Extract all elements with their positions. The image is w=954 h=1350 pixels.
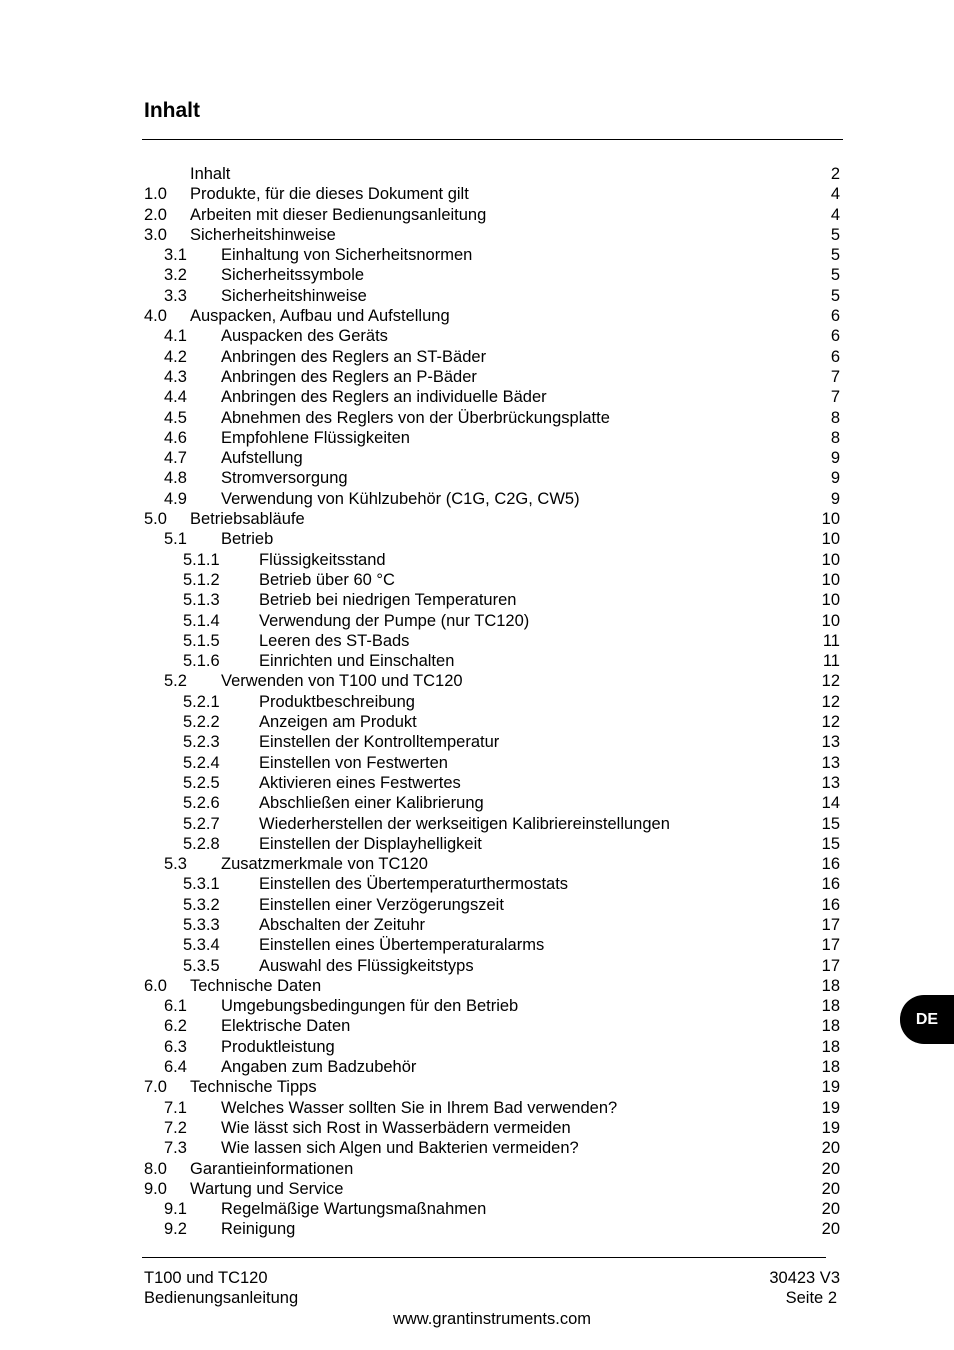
toc-entry-number: 5.2.2 [183,713,220,732]
toc-entry-title: Betrieb über 60 °C [259,570,395,589]
toc-entry-number: 4.0 [144,307,167,326]
toc-entry-title: Verwendung der Pumpe (nur TC120) [259,611,530,630]
toc-entry-title: Auspacken, Aufbau und Aufstellung [190,307,450,326]
toc-entry[interactable] [144,1057,840,1077]
toc-entry-title: Anbringen des Reglers an P-Bäder [221,367,477,386]
toc-entry[interactable] [144,651,840,671]
toc-entry-page: 19 [821,1098,840,1117]
toc-entry-title: Produktleistung [221,1037,335,1056]
toc-entry-page: 10 [821,510,840,529]
toc-entry[interactable] [144,306,840,326]
toc-entry-number: 7.0 [144,1078,167,1097]
toc-entry-page: 4 [830,205,840,224]
toc-entry-page: 17 [821,915,840,934]
toc-entry-number: 5.3.1 [183,875,220,894]
toc-entry[interactable] [144,408,840,428]
toc-entry-number: 5.2 [164,672,187,691]
toc-entry[interactable] [144,509,840,529]
toc-entry-page: 18 [821,997,840,1016]
toc-entry-page: 18 [821,976,840,995]
toc-entry-page: 12 [821,692,840,711]
toc-entry-page: 8 [830,408,840,427]
footer-doc-type: Bedienungsanleitung [144,1289,299,1307]
toc-entry-number: 5.2.7 [183,814,220,833]
toc-entry-number: 5.1.3 [183,591,220,610]
toc-entry[interactable] [144,834,840,854]
toc-entry-number: 3.3 [164,286,187,305]
toc-entry-page: 5 [830,286,840,305]
toc-entry-page: 4 [830,185,840,204]
toc-entry-title: Anbringen des Reglers an ST-Bäder [221,347,487,366]
toc-entry[interactable] [144,590,840,610]
toc-entry[interactable] [144,1179,840,1199]
toc-entry-page: 14 [821,794,840,813]
toc-entry-page: 17 [821,956,840,975]
toc-entry-title: Wiederherstellen der werkseitigen Kalibriereinstellungen [259,814,670,833]
toc-entry-page: 17 [821,936,840,955]
toc-entry-title: Stromversorgung [221,469,348,488]
toc-entry-title: Reinigung [221,1220,296,1239]
toc-entry[interactable] [144,367,840,387]
toc-entry-page: 18 [821,1058,840,1077]
toc-entry-title: Produktbeschreibung [259,692,415,711]
toc-entry-number: 4.4 [164,388,187,407]
toc-entry[interactable] [144,793,840,813]
toc-entry[interactable] [144,692,840,712]
toc-entry-number: 4.9 [164,489,187,508]
toc-entry-page: 19 [821,1078,840,1097]
toc-entry-page: 13 [821,733,840,752]
toc-entry-number: 6.0 [144,976,167,995]
toc-entry[interactable] [144,874,840,894]
toc-entry-page: 6 [830,307,840,326]
toc-entry-page: 10 [821,530,840,549]
toc-entry-page: 5 [830,225,840,244]
toc-entry[interactable] [144,773,840,793]
toc-entry-number: 5.3 [164,855,187,874]
toc-entry[interactable] [144,265,840,285]
toc-entry-number: 1.0 [144,185,167,204]
toc-entry-page: 10 [821,611,840,630]
toc-entry-page: 16 [821,895,840,914]
toc-entry-page: 12 [821,713,840,732]
toc-entry-title: Einstellen des Übertemperaturthermostats [259,875,569,894]
toc-entry[interactable] [144,1037,840,1057]
toc-entry[interactable] [144,529,840,549]
toc-entry-page: 20 [821,1139,840,1158]
toc-entry-title: Produkte, für die dieses Dokument gilt [190,185,469,204]
toc-entry-page: 20 [821,1200,840,1219]
toc-entry-number: 2.0 [144,205,167,224]
toc-entry-title: Einstellen eines Übertemperaturalarms [259,936,545,955]
toc-entry-number: 9.2 [164,1220,187,1239]
toc-entry-page: 9 [830,469,840,488]
toc-entry-title: Empfohlene Flüssigkeiten [221,428,410,447]
toc-entry[interactable] [144,956,840,976]
toc-entry-page: 20 [821,1220,840,1239]
toc-entry-title: Wie lassen sich Algen und Bakterien vermeiden? [221,1139,579,1158]
toc-entry[interactable] [144,184,840,204]
toc-entry-number: 3.1 [164,246,187,265]
toc-entry-number: 5.0 [144,510,167,529]
toc-entry-title: Auswahl des Flüssigkeitstyps [259,956,474,975]
toc-entry-page: 11 [822,652,840,671]
footer-divider [142,1257,826,1258]
toc-entry[interactable] [144,428,840,448]
toc-entry-number: 5.3.3 [183,915,220,934]
toc-entry-number: 5.2.1 [183,692,220,711]
top-divider [142,139,843,140]
toc-entry-number: 4.2 [164,347,187,366]
toc-entry-number: 8.0 [144,1159,167,1178]
toc-entry[interactable] [144,976,840,996]
toc-entry-page: 19 [821,1118,840,1137]
toc-entry[interactable] [144,489,840,509]
toc-entry[interactable] [144,1219,840,1239]
toc-entry-number: 5.2.5 [183,773,220,792]
toc-entry-title: Betriebsabläufe [190,510,305,529]
toc-entry[interactable] [144,631,840,651]
toc-entry[interactable] [144,935,840,955]
toc-entry[interactable] [144,387,840,407]
toc-entry-page: 7 [830,367,840,386]
toc-entry-number: 3.2 [164,266,187,285]
toc-entry-page: 18 [821,1017,840,1036]
toc-entry-page: 2 [830,165,840,183]
toc-entry-page: 16 [821,855,840,874]
toc-entry-number: 4.7 [164,449,187,468]
toc-entry-title: Verwenden von T100 und TC120 [221,672,463,691]
toc-entry-number: 9.0 [144,1179,167,1198]
toc-entry-title: Einrichten und Einschalten [259,652,455,671]
toc-entry-title: Arbeiten mit dieser Bedienungsanleitung [190,205,487,224]
toc-entry[interactable] [144,550,840,570]
toc-entry-page: 7 [830,388,840,407]
toc-entry-title: Betrieb bei niedrigen Temperaturen [259,591,517,610]
toc-entry-page: 11 [822,631,840,650]
toc-entry-title: Angaben zum Badzubehör [221,1058,417,1077]
toc-entry-title: Einhaltung von Sicherheitsnormen [221,246,473,265]
toc-entry[interactable] [144,753,840,773]
toc-entry-number: 5.3.5 [183,956,220,975]
toc-entry-page: 20 [821,1159,840,1178]
toc-entry-number: 5.2.8 [183,834,220,853]
toc-entry-page: 6 [830,347,840,366]
toc-entry-title: Inhalt [190,165,231,183]
toc-entry-number: 7.3 [164,1139,187,1158]
toc-entry-number: 5.2.3 [183,733,220,752]
toc-entry-number: 4.3 [164,367,187,386]
footer-doc-number: 30423 V3 [769,1269,840,1287]
toc-entry-title: Elektrische Daten [221,1017,351,1036]
toc-entry-title: Betrieb [221,530,274,549]
toc-entry[interactable] [144,1118,840,1138]
toc-entry-number: 5.3.2 [183,895,220,914]
toc-entry-title: Einstellen der Kontrolltemperatur [259,733,500,752]
toc-entry[interactable] [144,611,840,631]
toc-entry-title: Technische Daten [190,976,322,995]
toc-entry-number: 5.2.4 [183,753,220,772]
toc-entry[interactable] [144,1138,840,1158]
toc-entry-number: 4.6 [164,428,187,447]
toc-entry-page: 10 [821,591,840,610]
toc-entry-page: 16 [821,875,840,894]
toc-entry-number: 5.1.5 [183,631,220,650]
toc-entry-title: Aktivieren eines Festwertes [259,773,461,792]
toc-entry[interactable] [144,286,840,306]
toc-entry[interactable] [144,205,840,225]
footer-website: www.grantinstruments.com [392,1310,592,1328]
toc-entry-title: Flüssigkeitsstand [259,550,386,569]
toc-entry[interactable] [144,225,840,245]
toc-entry-page: 9 [830,449,840,468]
toc-entry[interactable] [144,671,840,691]
toc-entry-title: Abnehmen des Reglers von der Überbrückungsplatte [221,408,610,427]
toc-entry[interactable] [144,915,840,935]
toc-entry-title: Sicherheitshinweise [221,286,367,305]
toc-entry[interactable] [144,1098,840,1118]
toc-entry-title: Einstellen der Displayhelligkeit [259,834,482,853]
toc-entry-number: 5.1.6 [183,652,220,671]
toc-entry-page: 15 [821,814,840,833]
toc-entry[interactable] [144,712,840,732]
toc-entry-number: 6.4 [164,1058,187,1077]
toc-entry[interactable] [144,468,840,488]
toc-entry-title: Welches Wasser sollten Sie in Ihrem Bad verwenden? [221,1098,618,1117]
toc-entry-page: 18 [821,1037,840,1056]
toc-entry-title: Verwendung von Kühlzubehör (C1G, C2G, CW5) [221,489,580,508]
toc-entry-number: 5.1 [164,530,187,549]
toc-entry-number: 5.1.1 [183,550,220,569]
toc-entry-number: 6.1 [164,997,187,1016]
toc-entry-page: 8 [830,428,840,447]
toc-entry-page: 9 [830,489,840,508]
toc-entry-number: 4.5 [164,408,187,427]
toc-entry-number: 4.8 [164,469,187,488]
toc-entry-title: Abschalten der Zeituhr [259,915,426,934]
toc-entry-number: 6.3 [164,1037,187,1056]
table-of-contents [144,164,840,1240]
toc-entry-title: Wie lässt sich Rost in Wasserbädern vermeiden [221,1118,571,1137]
toc-entry-number: 5.3.4 [183,936,220,955]
toc-entry-title: Sicherheitssymbole [221,266,365,285]
toc-entry-title: Aufstellung [221,449,303,468]
toc-entry-page: 10 [821,570,840,589]
toc-entry-title: Einstellen von Festwerten [259,753,448,772]
language-tab-label: DE [915,1010,939,1028]
toc-entry-number: 5.2.6 [183,794,220,813]
toc-entry-page: 13 [821,773,840,792]
toc-entry[interactable] [144,448,840,468]
toc-entry-title: Zusatzmerkmale von TC120 [221,855,428,874]
toc-entry-title: Technische Tipps [190,1078,317,1097]
toc-entry[interactable] [144,854,840,874]
toc-entry-number: 4.1 [164,327,187,346]
footer-page-label: Seite 2 [785,1289,837,1307]
toc-entry-title: Einstellen einer Verzögerungszeit [259,895,504,914]
toc-entry-page: 5 [830,266,840,285]
toc-entry-number: 5.1.4 [183,611,220,630]
toc-entry-title: Garantieinformationen [190,1159,354,1178]
toc-entry-title: Regelmäßige Wartungsmaßnahmen [221,1200,487,1219]
toc-entry-title: Leeren des ST-Bads [259,631,410,650]
toc-entry-title: Auspacken des Geräts [221,327,388,346]
toc-entry-page: 12 [821,672,840,691]
footer-product: T100 und TC120 [144,1269,268,1287]
toc-entry[interactable] [144,814,840,834]
toc-entry[interactable] [144,245,840,265]
toc-entry-title: Anbringen des Reglers an individuelle Bäder [221,388,547,407]
toc-entry-number: 3.0 [144,225,167,244]
toc-entry-page: 15 [821,834,840,853]
toc-entry[interactable] [144,895,840,915]
toc-entry-title: Anzeigen am Produkt [259,713,417,732]
toc-entry-page: 6 [830,327,840,346]
toc-entry[interactable] [144,347,840,367]
toc-entry-number: 9.1 [164,1200,187,1219]
toc-entry[interactable] [144,1077,840,1097]
toc-entry-title: Wartung und Service [190,1179,344,1198]
toc-entry[interactable] [144,1199,840,1219]
page-title: Inhalt [144,99,200,122]
toc-entry-title: Sicherheitshinweise [190,225,336,244]
language-tab[interactable] [900,995,954,1044]
toc-entry[interactable] [144,326,840,346]
toc-entry[interactable] [144,164,840,184]
toc-entry-number: 5.1.2 [183,570,220,589]
toc-entry-page: 10 [821,550,840,569]
toc-entry[interactable] [144,732,840,752]
toc-entry-number: 6.2 [164,1017,187,1036]
toc-entry[interactable] [144,1159,840,1179]
toc-entry-page: 13 [821,753,840,772]
toc-entry-page: 20 [821,1179,840,1198]
toc-entry-title: Abschließen einer Kalibrierung [259,794,484,813]
toc-entry[interactable] [144,570,840,590]
toc-entry[interactable] [144,1016,840,1036]
toc-entry-number: 7.2 [164,1118,187,1137]
toc-entry-title: Umgebungsbedingungen für den Betrieb [221,997,519,1016]
toc-entry[interactable] [144,996,840,1016]
toc-entry-page: 5 [830,246,840,265]
toc-entry-number: 7.1 [164,1098,187,1117]
